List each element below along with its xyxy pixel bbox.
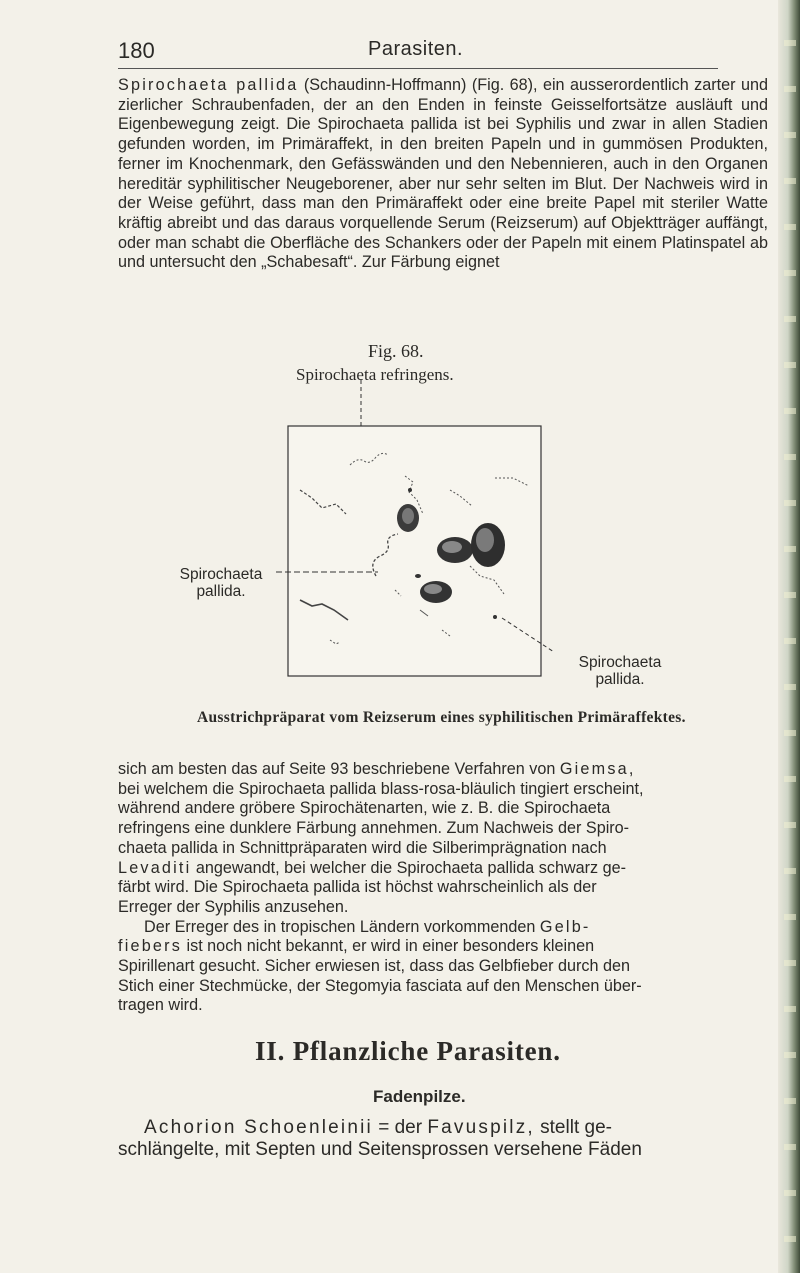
name-giemsa: Giemsa,: [559, 760, 636, 778]
text-segment: angewandt, bei welcher die Spirochaeta pallida schwarz ge-: [191, 858, 627, 877]
name-levaditi: Levaditi: [118, 858, 192, 877]
text-segment: Der Erreger des in tropischen Ländern vorkommenden: [144, 917, 540, 936]
page-number: 180: [118, 38, 155, 63]
paragraph-achorion: [118, 1117, 768, 1161]
paragraph-1-text: (Schaudinn-Hoffmann) (Fig. 68), ein ausserordentlich zarter und zierlicher Schraubenfaden, der an den Enden in feinste Geisselfortsätze ausläuft und Eigenbewegung zeigt. Die Spirochaeta pallida ist bei Syphilis und zwar in allen Stadien gefunden worden, im Primäraffekt, in den breiten Papeln und in gummösen Produkten, ferner im Knochenmark, den Gefässwänden und den Nebennieren, auch in den Organen hereditär syphilitischer Neugeborener, aber nur sehr selten im Blut. Der Nachweis wird in der Weise geführt, dass man den Primäraffekt oder eine breite Papel mit steriler Watte kräftig abreibt und das daraus vorquellende Serum (Reizserum) auf Objektträger auffängt, oder man schabt die Oberfläche des Schankers oder der Papeln mit einem Platinspatel ab und untersucht den „Schabesaft“. Zur Färbung eignet: [118, 76, 768, 272]
text-segment: = der: [372, 1117, 428, 1138]
page-edge-pattern: [784, 0, 796, 1273]
text-segment: sich am besten das auf Seite 93 beschriebene Verfahren von: [118, 760, 560, 778]
term-favuspilz: Favuspilz,: [427, 1117, 535, 1138]
text-segment: ist noch nicht bekannt, er wird in einer besonders kleinen: [182, 937, 595, 956]
text-line: [118, 859, 768, 879]
text-line: Erreger der Syphilis anzusehen.: [118, 897, 349, 916]
text-line: [118, 918, 768, 938]
figure-label-left-line1: Spirochaeta: [179, 566, 263, 583]
page-header: [118, 38, 718, 68]
text-line: tragen wird.: [118, 996, 203, 1015]
section-title: II. Pflanzliche Parasiten.: [255, 1036, 561, 1066]
text-line: [118, 760, 768, 780]
lead-term-spirochaeta: Spirochaeta pallida: [118, 76, 299, 94]
figure-spirochaeta-smear: [150, 380, 580, 700]
text-line: während andere gröbere Spirochätenarten, wie z. B. die Spirochaeta: [118, 799, 611, 818]
term-fiebers: fiebers: [118, 937, 182, 956]
figure-caption-top: Spirochaeta refringens.: [296, 365, 454, 384]
text-line: schlängelte, mit Septen und Seitensprossen versehene Fäden: [118, 1139, 642, 1160]
text-line: refringens eine dunklere Färbung annehmen. Zum Nachweis der Spiro-: [118, 819, 630, 838]
running-head: Parasiten.: [368, 38, 464, 60]
subheading: Fadenpilze.: [373, 1087, 466, 1106]
figure-label-left-line2: pallida.: [196, 583, 246, 600]
text-line: [118, 1117, 768, 1139]
paragraph-spirochaeta: [118, 76, 768, 273]
text-line: färbt wird. Die Spirochaeta pallida ist höchst wahrscheinlich als der: [118, 878, 597, 897]
term-achorion: Achorion Schoenleinii: [144, 1117, 373, 1138]
text-line: Spirillenart gesucht. Sicher erwiesen ist, dass das Gelbfieber durch den: [118, 957, 630, 976]
figure-label-right-line2: pallida.: [595, 671, 645, 688]
figure-label-right-line1: Spirochaeta: [578, 654, 662, 671]
figure-caption-bottom: Ausstrichpräparat vom Reizserum eines syphilitischen Primäraffektes.: [197, 709, 686, 726]
text-line: Stich einer Stechmücke, der Stegomyia fasciata auf den Menschen über-: [118, 976, 642, 995]
text-line: bei welchem die Spirochaeta pallida blass-rosa-bläulich tingiert erscheint,: [118, 779, 644, 798]
text-segment: stellt ge-: [534, 1117, 612, 1138]
text-line: [118, 937, 768, 957]
figure-label-left: [166, 566, 276, 600]
figure-number: Fig. 68.: [368, 341, 424, 361]
figure-label-right: [555, 654, 685, 688]
term-gelb: Gelb-: [539, 917, 591, 936]
paragraph-staining: [118, 760, 768, 1016]
header-rule: [118, 68, 718, 69]
text-line: chaeta pallida in Schnittpräparaten wird die Silberimprägnation nach: [118, 838, 607, 857]
